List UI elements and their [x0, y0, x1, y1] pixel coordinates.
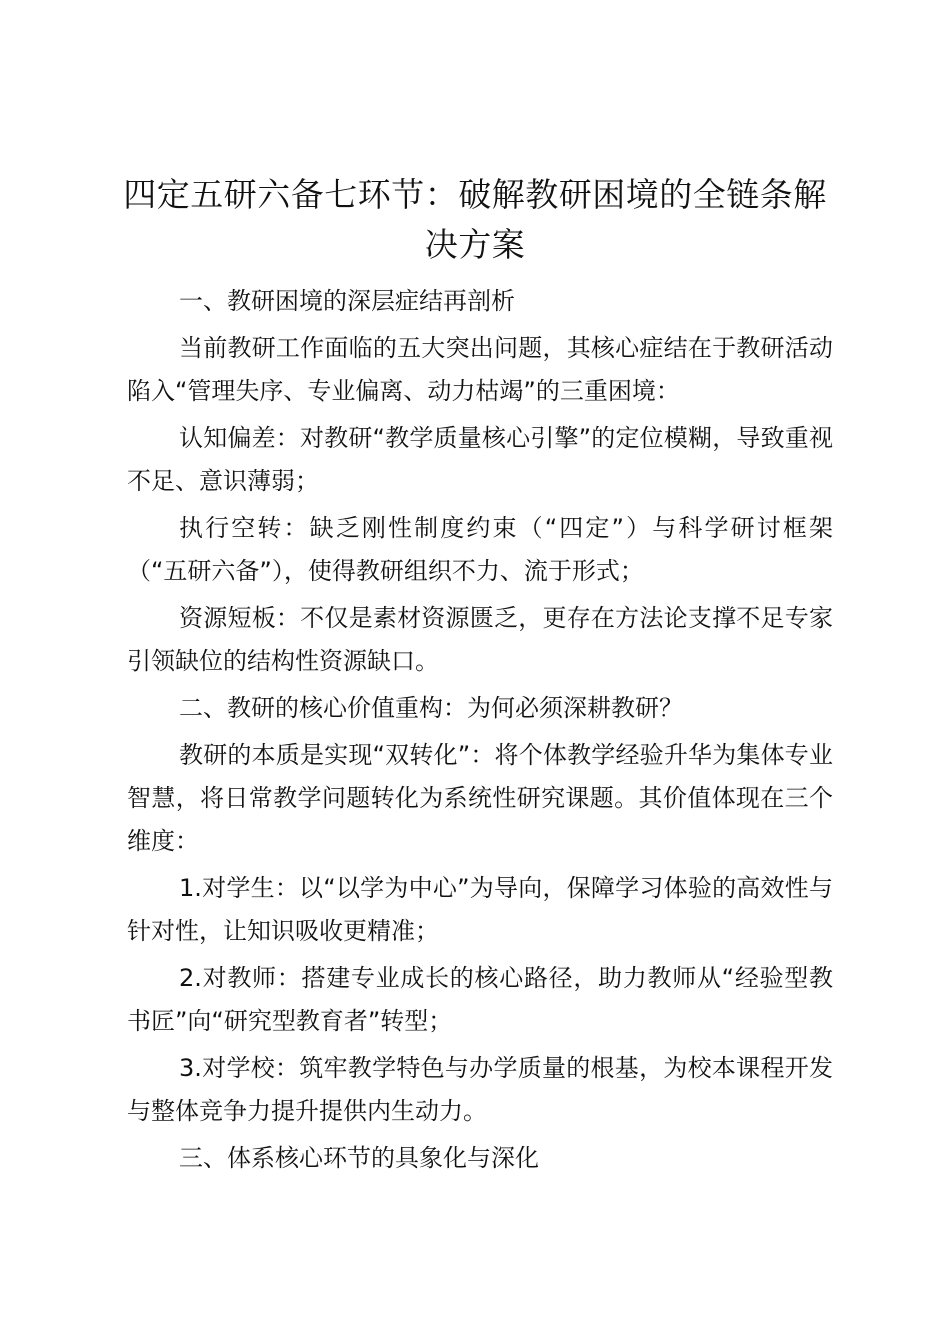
document-title: 四定五研六备七环节：破解教研困境的全链条解决方案 — [123, 175, 827, 264]
list-item-teachers: 2.对教师：搭建专业成长的核心路径，助力教师从“经验型教书匠”向“研究型教育者”转型； — [127, 964, 833, 1035]
section-heading-3: 三、体系核心环节的具象化与深化 — [179, 1144, 539, 1172]
section-heading-1: 一、教研困境的深层症结再剖析 — [179, 287, 515, 315]
section-heading-2: 二、教研的核心价值重构：为何必须深耕教研？ — [179, 694, 683, 722]
paragraph-execution-idle: 执行空转：缺乏刚性制度约束（“四定”）与科学研讨框架（“五研六备”），使得教研组织不力、流于形式； — [127, 514, 833, 585]
document-body — [127, 280, 833, 1180]
paragraph-resource-gap: 资源短板：不仅是素材资源匮乏，更存在方法论支撑不足专家引领缺位的结构性资源缺口。 — [127, 604, 833, 675]
paragraph-value-essence: 教研的本质是实现“双转化”：将个体教学经验升华为集体专业智慧，将日常教学问题转化为系统性研究课题。其价值体现在三个维度： — [127, 741, 833, 855]
list-item-students: 1.对学生：以“以学为中心”为导向，保障学习体验的高效性与针对性，让知识吸收更精准； — [127, 874, 833, 945]
paragraph-problem-summary: 当前教研工作面临的五大突出问题，其核心症结在于教研活动陷入“管理失序、专业偏离、动力枯竭”的三重困境： — [127, 334, 833, 405]
paragraph-cognitive-bias: 认知偏差：对教研“教学质量核心引擎”的定位模糊，导致重视不足、意识薄弱； — [127, 424, 833, 495]
list-item-school: 3.对学校：筑牢教学特色与办学质量的根基，为校本课程开发与整体竞争力提升提供内生动力。 — [127, 1054, 833, 1125]
